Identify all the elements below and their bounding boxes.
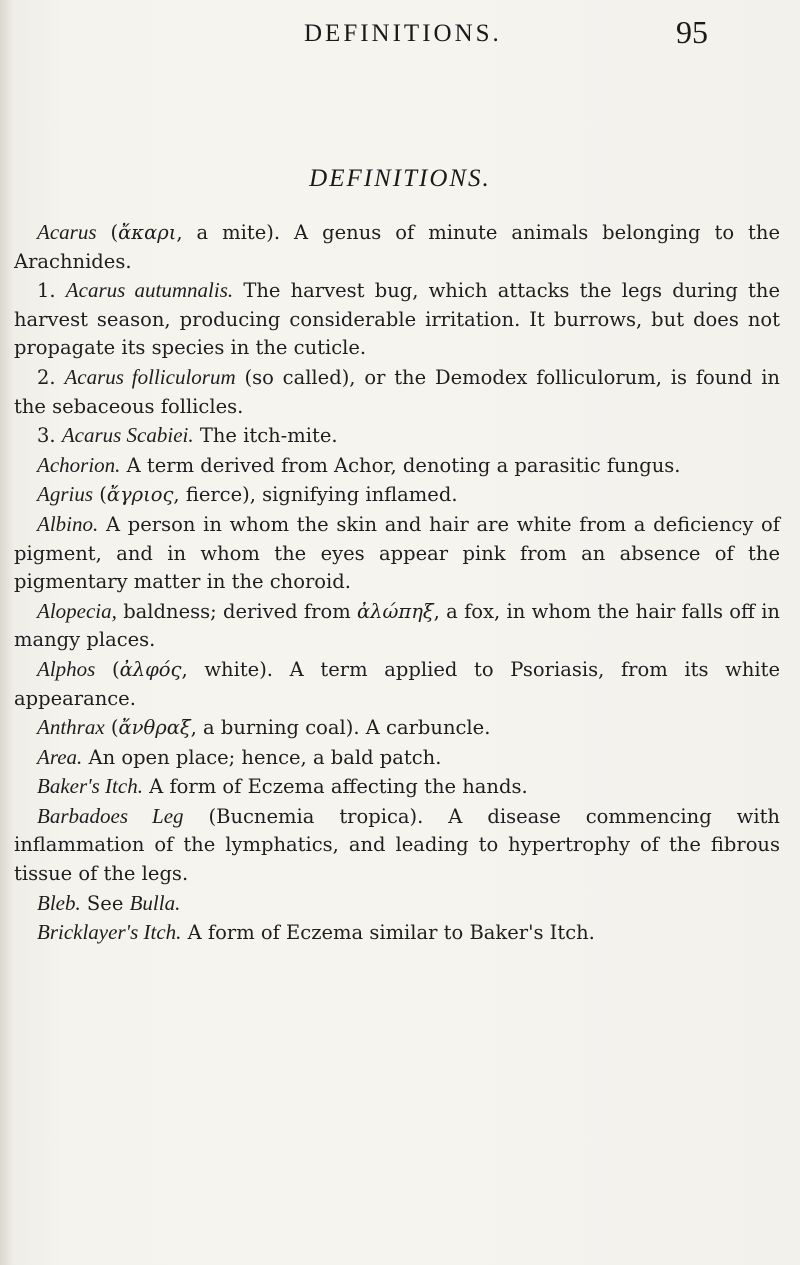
greek-etymology: ἀλφός — [119, 657, 182, 681]
entry-term: Agrius — [37, 482, 94, 507]
entry-acarus: Acarus (ἄκαρι, a mite). A genus of minute animals belonging to the Arachnides. — [14, 220, 780, 273]
greek-etymology: ἀλώπηξ — [356, 599, 434, 623]
entry-text: baldness; derived from — [116, 599, 357, 623]
entry-alphos: Alphos (ἀλφός, white). A term applied to Psoriasis, from its white appearance. — [14, 656, 780, 710]
entry-term: Acarus Scabiei. — [61, 423, 194, 448]
entry-acarus-folliculorum — [14, 363, 780, 421]
entry-number: 1. — [37, 279, 66, 303]
entry-acarus-autumnalis — [14, 276, 780, 363]
entry-term: Baker's Itch. — [37, 774, 143, 799]
entry-agrius: Agrius (ἄγριος, fierce), signifying inflamed. — [37, 482, 458, 507]
running-title: DEFINITIONS. — [304, 20, 502, 47]
entry-text: A term derived from Achor, denoting a parasitic fungus. — [120, 453, 681, 477]
entry-text: The itch-mite. — [193, 424, 338, 448]
entry-text: See — [80, 891, 130, 915]
entry-barbadoes-leg — [14, 802, 780, 889]
entry-term: Albino. — [37, 511, 99, 536]
greek-etymology: ἄκαρι — [118, 221, 177, 244]
entry-term: Bleb. — [37, 890, 81, 915]
entry-albino — [14, 510, 780, 597]
entry-term: Bricklayer's Itch. — [37, 920, 182, 945]
entry-term: Alopecia, — [37, 598, 117, 623]
entry-bakers-itch — [14, 772, 780, 802]
definitions-body — [14, 218, 780, 948]
entry-text: (so called), or the Demodex folliculorum, is found in the sebaceous follicles. — [14, 365, 780, 418]
entry-text: The harvest bug, which attacks the legs during the harvest season, producing considerable irritation. It burrows, but does not propagate its species in the cuticle. — [14, 279, 780, 360]
entry-bricklayers-itch — [14, 918, 780, 948]
entry-number: 3. — [37, 424, 62, 448]
entry-term: Achorion. — [37, 452, 121, 477]
running-header — [0, 14, 800, 54]
entry-bleb — [14, 889, 780, 919]
section-title: DEFINITIONS. — [309, 165, 491, 192]
entry-term: Anthrax — [37, 715, 105, 740]
entry-text: , fierce), signifying inflamed. — [173, 483, 458, 507]
entry-text: , a burning coal). A carbuncle. — [190, 716, 491, 740]
entry-term: Acarus autumnalis. — [65, 278, 234, 303]
entry-term: Barbadoes Leg — [37, 803, 184, 828]
entry-anthrax: Anthrax (ἄνθραξ, a burning coal). A carbuncle. — [37, 715, 491, 740]
entry-text: An open place; hence, a bald patch. — [82, 745, 442, 769]
greek-etymology: ἄγριος — [106, 483, 174, 507]
entry-text: A form of Eczema affecting the hands. — [142, 775, 528, 799]
entry-achorion — [14, 451, 780, 481]
page-number: 95 — [676, 14, 708, 50]
entry-term: Acarus folliculorum — [64, 364, 236, 389]
entry-number: 2. — [37, 365, 65, 389]
entry-alopecia — [14, 597, 780, 655]
entry-text: , a fox, in whom the hair falls off in mangy places. — [14, 599, 780, 652]
entry-text: , white). A term applied to Psoriasis, from its white appearance. — [14, 657, 780, 710]
greek-etymology: ἄνθραξ — [118, 716, 191, 740]
entry-acarus-scabiei — [14, 421, 780, 451]
entry-text: A person in whom the skin and hair are white from a deficiency of pigment, and in whom the eyes appear pink from an absence of the pigmentary matter in the choroid. — [14, 512, 780, 594]
entry-area — [14, 743, 780, 773]
entry-term: Acarus — [37, 220, 97, 244]
cross-reference-term: Bulla. — [129, 890, 181, 915]
entry-text: (Bucnemia tropica). A disease commencing with inflammation of the lymphatics, and leading to hypertrophy of the fibrous tissue of the legs. — [14, 804, 780, 886]
entry-term: Alphos — [37, 656, 96, 681]
entry-term: Area. — [37, 744, 83, 769]
entry-text: , a mite). A genus of minute animals belonging to the Arachnides. — [14, 221, 780, 273]
entry-text: A form of Eczema similar to Baker's Itch. — [181, 921, 595, 945]
